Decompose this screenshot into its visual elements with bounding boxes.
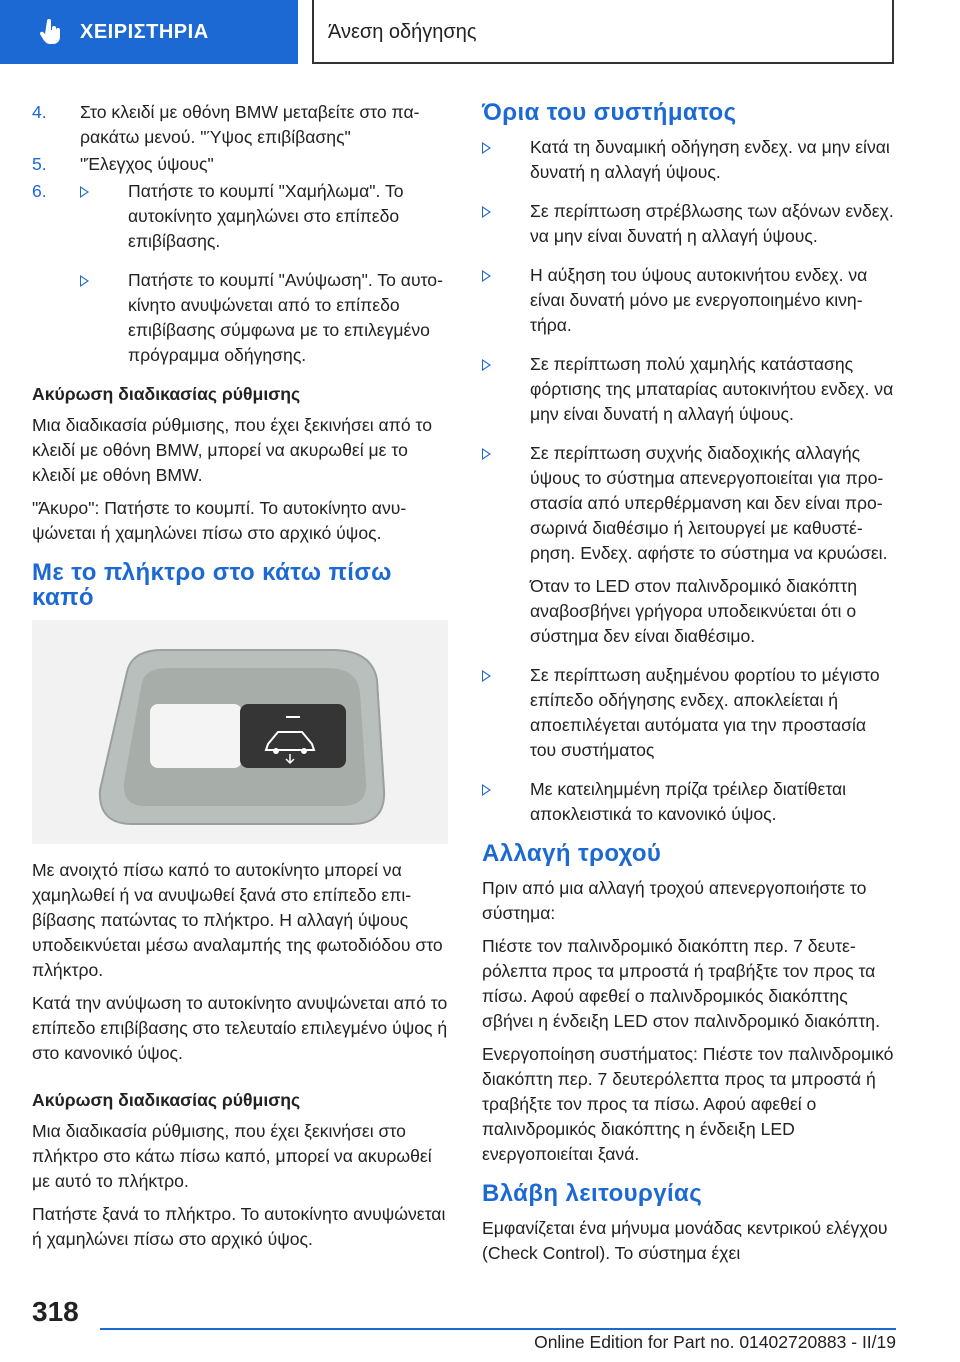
triangle-bullet-icon xyxy=(482,142,491,154)
right-column xyxy=(482,100,896,1274)
triangle-bullet-icon xyxy=(482,359,491,371)
cancel-heading: Ακύρωση διαδικασίας ρύθμισης xyxy=(32,1090,301,1110)
section-heading: Όρια του συστήματος xyxy=(482,99,737,126)
limit-text: Με κατειλημμένη πρίζα τρέιλερ διατίθεται αποκλειστικά το κανονικό ύψος. xyxy=(530,779,847,824)
tailgate-button-illustration xyxy=(32,620,448,844)
limit-item xyxy=(482,441,896,566)
section-tab[interactable] xyxy=(0,0,298,64)
section-label: ΧΕΙΡΙΣΤΗΡΙΑ xyxy=(80,20,209,43)
cancel-text: "Άκυρο": Πατήστε το κουμπί. Το αυτοκίνητο ανυψώνεται ή χαμηλώνει πίσω στο αρχικό ύψος. xyxy=(32,498,407,543)
wheel-text: Ενεργοποίηση συστήματος: Πιέστε τον παλινδρομικό διακόπτη περ. 7 δευτερόλεπτα προς τα μπροστά ή τραβήξτε τον προς τα πίσω. Αφού αφεθεί ο παλινδρομικός διακόπτης η ένδειξη LED ενεργοποιείται ξανά. xyxy=(482,1044,894,1164)
cancel-text: Μια διαδικασία ρύθμισης, που έχει ξεκινήσει στο πλήκτρο στο κάτω πίσω καπό, μπορεί να ακυρωθεί με αυτό το πλήκτρο. xyxy=(32,1121,432,1191)
wheel-text: Πιέστε τον παλινδρομικό διακόπτη περ. 7 δευτερόλεπτα προς τα μπροστά ή τραβήξτε τον προς τα πίσω. Αφού αφεθεί ο παλινδρομικός διακόπτης σβήνει η ένδειξη LED στον παλινδρομικό διακόπτη. xyxy=(482,936,880,1031)
hand-pointer-icon xyxy=(40,19,62,45)
limit-item xyxy=(482,135,896,185)
triangle-bullet-icon xyxy=(482,448,491,460)
left-column xyxy=(32,100,448,1260)
step-6 xyxy=(32,179,448,254)
limit-item xyxy=(482,663,896,763)
chapter-title: Άνεση οδήγησης xyxy=(328,21,477,43)
step-number: 6. xyxy=(32,181,47,201)
step-number: 5. xyxy=(32,154,47,174)
step-5 xyxy=(32,152,448,177)
page-header xyxy=(0,0,960,68)
limit-text: Κατά τη δυναμική οδήγηση ενδεχ. να μην είναι δυνατή η αλλαγή ύψους. xyxy=(530,137,890,182)
cancel-heading: Ακύρωση διαδικασίας ρύθμισης xyxy=(32,384,301,404)
chapter-box xyxy=(312,0,894,64)
tailgate-button-image xyxy=(32,620,448,844)
limit-text: Σε περίπτωση πολύ χαμηλής κατάστασης φόρτισης της μπαταρίας αυτοκινήτου ενδεχ. να μην είναι δυνατή η αλλαγή ύψους. xyxy=(530,354,894,424)
step-number: 4. xyxy=(32,102,47,122)
step-text: Πατήστε το κουμπί "Χαμήλωμα". Το αυτοκίνητο χαμηλώνει στο επίπεδο επιβίβασης. xyxy=(128,181,404,251)
limit-text: Η αύξηση του ύψους αυτοκινήτου ενδεχ. να είναι δυνατή μόνο με ενεργοποιημένο κινητήρα. xyxy=(530,265,868,335)
limit-item xyxy=(482,352,896,427)
led-note: Όταν το LED στον παλινδρομικό διακόπτη αναβοσβήνει γρήγορα υποδεικνύεται ότι ο σύστημα δεν είναι διαθέσιμο. xyxy=(530,576,858,646)
step-text: "Έλεγχος ύψους" xyxy=(80,154,214,174)
triangle-bullet-icon xyxy=(482,670,491,682)
edition-text: Online Edition for Part no. 01402720883 - II/19 xyxy=(534,1332,896,1352)
cancel-text: Πατήστε ξανά το πλήκτρο. Το αυτοκίνητο ανυψώνεται ή χαμηλώνει πίσω στο αρχικό ύψος. xyxy=(32,1204,446,1249)
limit-text: Σε περίπτωση συχνής διαδοχικής αλλαγής ύψους το σύστημα απενεργοποιείται για προστασία από υπερθέρμανση και δεν είναι προσωρινά διαθέσιμο ή λειτουργεί με καθυστέρηση. Ενδεχ. αφήστε το σύστημα να κρυώσει. xyxy=(530,443,888,563)
section-heading: Αλλαγή τροχού xyxy=(482,840,662,867)
step-4 xyxy=(32,100,448,150)
triangle-bullet-icon xyxy=(80,186,89,198)
limit-item xyxy=(482,199,896,249)
fault-text: Εμφανίζεται ένα μήνυμα μονάδας κεντρικού ελέγχου (Check Control). Το σύστημα έχει xyxy=(482,1218,888,1263)
section-heading: Βλάβη λειτουργίας xyxy=(482,1180,703,1207)
substep-text: Πατήστε το κουμπί "Ανύψωση". Το αυτοκίνητο ανυψώνεται από το επίπεδο επιβίβασης σύμφωνα με το επιλεγμένο πρόγραμμα οδήγησης. xyxy=(128,270,443,365)
step-6-substep xyxy=(80,268,448,368)
limit-item xyxy=(482,777,896,827)
triangle-bullet-icon xyxy=(80,275,89,287)
section-heading: Με το πλήκτρο στο κάτω πίσω καπό xyxy=(32,559,392,611)
cancel-text: Μια διαδικασία ρύθμισης, που έχει ξεκινήσει από το κλειδί με οθόνη BMW, μπορεί να ακυρωθεί με το κλειδί με οθόνη BMW. xyxy=(32,415,433,485)
triangle-bullet-icon xyxy=(482,784,491,796)
limit-text: Σε περίπτωση αυξημένου φορτίου το μέγιστο επίπεδο οδήγησης ενδεχ. αποκλείεται ή αποεπιλέγεται αυτόματα για την προστασία του συστήματος xyxy=(530,665,880,760)
button-text: Με ανοιχτό πίσω καπό το αυτοκίνητο μπορεί να χαμηλωθεί ή να ανυψωθεί ξανά στο επίπεδο επιβίβασης πατώντας το πλήκτρο. Η αλλαγή ύψους υποδεικνύεται μέσω αναλαμπής της φωτοδιόδου στο πλήκτρο. xyxy=(32,860,443,980)
button-text: Κατά την ανύψωση το αυτοκίνητο ανυψώνεται από το επίπεδο επιβίβασης στο τελευταίο επιλεγμένο ύψος ή στο κανονικό ύψος. xyxy=(32,993,448,1063)
limit-item xyxy=(482,263,896,338)
triangle-bullet-icon xyxy=(482,270,491,282)
step-text: Στο κλειδί με οθόνη BMW μεταβείτε στο παρακάτω μενού. "Ύψος επιβίβασης" xyxy=(80,102,420,147)
wheel-text: Πριν από μια αλλαγή τροχού απενεργοποιήστε το σύστημα: xyxy=(482,878,867,923)
triangle-bullet-icon xyxy=(482,206,491,218)
limit-text: Σε περίπτωση στρέβλωσης των αξόνων ενδεχ. να μην είναι δυνατή η αλλαγή ύψους. xyxy=(530,201,894,246)
page-number: 318 xyxy=(32,1296,79,1327)
footer-divider xyxy=(100,1328,896,1330)
